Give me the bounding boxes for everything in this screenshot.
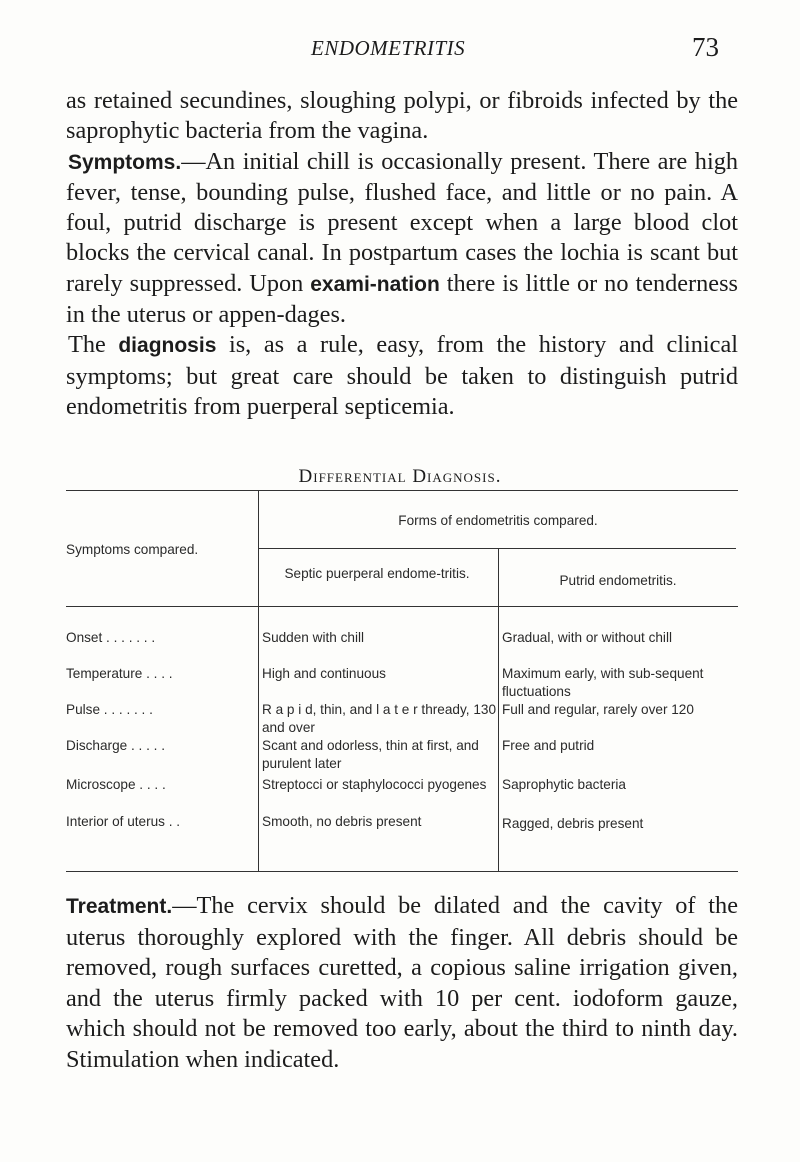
row-septic-pulse: R a p i d, thin, and l a t e r thready, 130 and over — [262, 702, 497, 735]
row-label-interior: Interior of uterus . . — [66, 814, 181, 829]
row-label-microscope: Microscope . . . . — [66, 777, 166, 792]
row-putrid-onset: Gradual, with or without chill — [502, 630, 672, 645]
row-septic-discharge: Scant and odorless, thin at first, and purulent later — [262, 738, 479, 771]
row-putrid-pulse: Full and regular, rarely over 120 — [502, 702, 694, 717]
page-number: 73 — [692, 32, 719, 62]
header-forms: Forms of endometritis compared. — [398, 513, 598, 528]
running-title: ENDOMETRITIS — [311, 36, 466, 60]
diagnosis-text-a: The — [68, 331, 119, 359]
symptoms-heading: Symptoms. — [68, 150, 182, 174]
treatment-text: —The cervix should be dilated and the cavity of the uterus thoroughly explored with the finger. All debris should be removed, rough surfaces curetted, a copious saline irrigation given, and the uterus firmly packed with 10 per cent. iodoform gauze, which should not be removed too early, about the third to ninth day. Stimulation when indicated. — [66, 892, 738, 1073]
header-septic: Septic puerperal endome-tritis. — [284, 566, 470, 581]
running-head — [0, 32, 800, 66]
row-putrid-temperature: Maximum early, with sub-sequent fluctuations — [502, 666, 704, 699]
body-text — [66, 86, 738, 422]
row-label-temperature: Temperature . . . . — [66, 666, 173, 681]
row-septic-onset: Sudden with chill — [262, 630, 365, 645]
table-top-rule — [66, 490, 738, 491]
row-label-pulse: Pulse . . . . . . . — [66, 702, 153, 717]
paragraph-diagnosis — [66, 330, 738, 422]
table-bottom-rule — [66, 871, 738, 872]
treatment-paragraph — [66, 891, 738, 1075]
paragraph-1: as retained secundines, sloughing polypi, or fibroids infected by the saprophytic bacteria from the vagina. — [66, 87, 738, 145]
diagnosis-term: diagnosis — [118, 334, 217, 358]
row-putrid-microscope: Saprophytic bacteria — [502, 777, 626, 792]
row-septic-temperature: High and continuous — [262, 666, 386, 681]
row-putrid-interior: Ragged, debris present — [502, 816, 644, 831]
column-divider-1 — [258, 490, 259, 872]
paragraph-symptoms — [66, 147, 738, 331]
row-label-discharge: Discharge . . . . . — [66, 738, 165, 753]
header-bottom-rule — [66, 606, 738, 607]
header-putrid: Putrid endometritis. — [559, 573, 677, 588]
row-septic-interior: Smooth, no debris present — [262, 814, 422, 829]
treatment-heading: Treatment. — [66, 895, 173, 918]
row-septic-microscope: Streptocci or staphylococci pyogenes — [262, 777, 487, 792]
examination-term: exami-nation — [310, 272, 440, 296]
table-title: Differential Diagnosis. — [298, 466, 502, 487]
differential-diagnosis-table — [66, 490, 738, 874]
diagnosis-text-b: is, as a rule, easy, from the history and clinical symptoms; but great care should be taken to distinguish putrid endometritis from puerperal septicemia. — [66, 331, 738, 420]
symptoms-text-a: —An initial chill is occasionally present. There are high fever, tense, bounding pulse, flushed face, and little or no pain. A foul, putrid discharge is present except when a large blood clot blocks the cervical canal. In postpartum cases the lochia is scant but rarely suppressed. Upon — [66, 147, 738, 297]
forms-subheader-rule — [258, 548, 736, 549]
header-symptoms: Symptoms compared. — [66, 542, 199, 557]
row-putrid-discharge: Free and putrid — [502, 738, 595, 753]
column-divider-2 — [498, 548, 499, 872]
symptoms-text-b: there is little or no tenderness in the uterus or appen-dages. — [66, 269, 738, 329]
row-label-onset: Onset . . . . . . . — [66, 630, 156, 645]
